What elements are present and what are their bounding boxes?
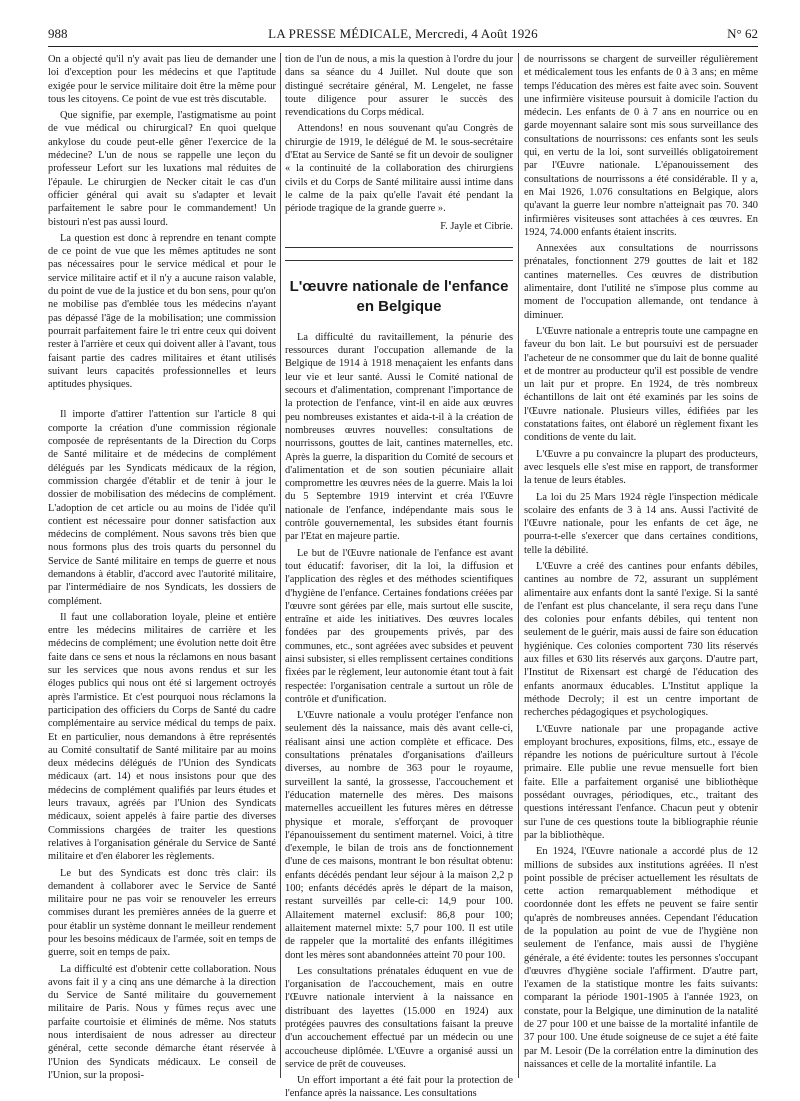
column-left bbox=[48, 53, 276, 1081]
column-divider bbox=[518, 53, 519, 1078]
paragraph: Il faut une collaboration loyale, pleine et entière entre les médecins militaires de carrière et les médecins de complément; une évolution nette doit être faite dans ce sens et nous la réclamons en nous basant sur les services que nous avons rendus et sur les éloges publics qui nous ont été si largement octroyés après l'armistice. Et c'est pourquoi nous réclamons la participation des officiers du Corps de Santé du cadre complémentaire au service médical du temps de paix. Et en particulier, nous demandons à être représentés au Comité consultatif de Santé militaire par au moins deux médecins délégués de l'Union des Syndicats médicaux (art. 14) et nous insistons pour que des médecins de complément qualifiés par leurs études et leurs travaux, agréés par l'Union des Syndicats médicaux, soient appelés à faire partie des diverses Commissions chargées de traiter les questions relatives à l'organisation générale du Service de Santé militaire et d'en élaborer les règlements. bbox=[48, 611, 276, 863]
paragraph: En 1924, l'Œuvre nationale a accordé plus de 12 millions de subsides aux institutions agréées. Il n'est point possible de préciser actuellement les résultats de cette action remarquablement méthodique et coordonnée dont les effets ne peuvent se faire sentir qu'après de nombreuses années. Cependant l'éducation de la population au point de vue de l'hygiène non seulement de l'enfance, mais aussi de l'hygiène générale, a été évidente: toutes les personnes s'occupant d'œuvres d'hygiène sociale l'affirment. D'autre part, l'examen de la statistique montre les faits suivants: comparant la période 1901-1905 à l'année 1923, on constate, pour la Belgique, une diminution de la natalité de 27 pour 100 et une baisse de la mortalité infantile de 37 pour 100. Une étude soigneuse de ce sujet a été faite par M. Lesoir (De la corrélation entre la diminution des naissances et celle de la mortalité infantile. La bbox=[524, 846, 758, 1070]
journal-header: LA PRESSE MÉDICALE, Mercredi, 4 Août 1926 bbox=[268, 26, 538, 41]
section-rule bbox=[285, 260, 513, 261]
paragraph: Attendons! en nous souvenant qu'au Congrès de chirurgie de 1919, le délégué de M. le sous-secrétaire d'Etat au Service de Santé se fit un devoir de souligner « la continuité de la collaboration des chirurgiens civils et du Corps de Santé militaire aussi intime dans le calme de la paix qu'elle l'avait été pendant la période tragique de la grande guerre ». bbox=[285, 123, 513, 215]
section-rule bbox=[285, 247, 513, 248]
issue-number: N° 62 bbox=[727, 26, 758, 41]
paragraph: La difficulté du ravitaillement, la pénurie des ressources durant l'occupation allemande de la Belgique de 1914 à 1918 menaçaient les enfants dans leur vie et leur santé. Aussi le Comité national de secours et d'alimentation, comprenant l'importance de la protection de l'enfance, vint-il en aide aux œuvres peu nombreuses existantes et aida-t-il à la création de nombreuses œuvres nouvelles: consultations de nourrissons, gouttes de lait, cantines maternelles, etc. Après la guerre, la disparition du Comité de secours et d'alimentation et de son soutien pécuniaire allait compromettre les œuvres nées de la guerre. Mais la loi du 5 Septembre 1919 intervint et créa l'Œuvre nationale de l'enfance, indépendante mais sous le contrôle gouvernemental, les subsides étant fournis par l'Etat en majeure partie. bbox=[285, 331, 513, 543]
paragraph: Annexées aux consultations de nourrissons prénatales, fonctionnent 279 gouttes de lait et 182 cantines maternelles. Ces œuvres de distribution alimentaire, dont l'utilité ne s'impose plus comme au moment de l'occupation allemande, ont tendance à diminuer. bbox=[524, 243, 758, 321]
paragraph: L'Œuvre a pu convaincre la plupart des producteurs, avec lesquels elle s'est mise en rapport, de transformer la tenue de leurs étables. bbox=[524, 448, 758, 487]
column-divider bbox=[280, 53, 281, 1078]
paragraph: La loi du 25 Mars 1924 règle l'inspection médicale scolaire des enfants de 3 à 14 ans. Aussi l'activité de l'Œuvre nationale, pour les enfants de cet âge, ne pourra-t-elle s'exercer que dans certaines conditions, telle la débilité. bbox=[524, 491, 758, 556]
paragraph: L'Œuvre nationale a entrepris toute une campagne en faveur du bon lait. Le but poursuivi est de persuader l'acheteur de ne consommer que du lait de bonne qualité et de montrer au producteur qu'il est possible de vendre un lait pur et propre. En 1924, de très nombreux échantillons de lait ont été examinés par les soins de l'Œuvre nationale. Plusieurs villes, édifiées par les constatations faites, ont élaboré un règlement fixant les conditions de vente du lait. bbox=[524, 325, 758, 444]
paragraph: Un effort important a été fait pour la protection de l'enfance après la naissance. Les consultations bbox=[285, 1075, 513, 1100]
paragraph: La question est donc à reprendre en tenant compte de ce point de vue que les mêmes aptitudes ne sont pas nécessaires pour le service médical et pour le service militaire actif et il n'y a aucune raison valable, du point de vue de la justice et du bon sens, pour qu'on ne mobilise pas d'emblée tous les médecins n'ayant pas dépassé l'âge de la mobilisation; une commission pourrait parfaitement faire le tri entre ceux qui doivent rester à l'arrière et ceux qui doivent aller à l'avant, tous faisant partie des cadres militaires et étant utilisés suivant leurs capacités professionnelles et leurs aptitudes physiques. bbox=[48, 232, 276, 391]
paragraph: Il importe d'attirer l'attention sur l'article 8 qui comporte la création d'une commission régionale composée de représentants de la Direction du Corps de Santé militaire et de médecins de complément délégués par les Syndicats médicaux de la région, commission chargée d'établir et de tenir à jour le dossier de mobilisation des médecins de complément. L'adoption de cet article ou au moins de l'idée qu'il contient est nécessaire pour donner satisfaction aux médecins de complément. Nous savons très bien que nous formons plus des trois quarts du personnel du Service de Santé militaire en temps de guerre et nous demandons à établir, d'accord avec l'autorité militaire, par l'intermédiaire de nos Syndicats, les dossiers de complément. bbox=[48, 409, 276, 607]
column-middle bbox=[285, 53, 513, 1100]
paragraph: Le but des Syndicats est donc très clair: ils demandent à collaborer avec le Service de Santé militaire pour ne pas voir se renouveler les erreurs commises durant les premières années de la guerre et pour établir un système donnant le meilleur rendement pour les besoins médicaux de l'armée, soit en temps de guerre, soit en temps de paix. bbox=[48, 867, 276, 959]
paragraph: Le but de l'Œuvre nationale de l'enfance est avant tout éducatif: favoriser, dit la loi, la diffusion et l'application des règles et des méthodes scientifiques d'hygiène de l'enfance. Certaines fondations créées par l'œuvre sont gérées par elle, mais surtout elle suscite, entraîne et aide les initiatives. Des œuvres locales fondées par des groupements privés, par des communes, etc., sont agréées avec subsides et peuvent ainsi subsister, si elles remplissent certaines conditions fixées par le règlement, leur autonomie étant tout à fait respectée: l'organisation centrale a surtout un rôle de contrôle et d'unification. bbox=[285, 547, 513, 705]
column-right bbox=[524, 53, 758, 1078]
paragraph: La difficulté est d'obtenir cette collaboration. Nous avons fait il y a cinq ans une démarche à la direction du Service de Santé militaire du gouvernement militaire de Paris. Nous y fûmes reçus avec une parfaite courtoisie et éliminés de même. Nos statuts nous interdisaient de nous adresser au directeur général, cette seconde démarche étant réservée à l'Union des Syndicats médicaux. Le conseil de l'Union, sur la proposi- bbox=[48, 963, 276, 1081]
paragraph: L'Œuvre nationale par une propagande active employant brochures, expositions, films, etc., essaye de répandre les notions de puériculture surtout à l'école primaire. Elle publie une revue mensuelle fort bien faite. Elle a parfaitement organisé une bibliothèque possédant ouvrages, périodiques, etc., traitant des questions intéressant l'enfance. Chacun peut y obtenir sur l'une de ces questions toute la bibliographie réunie par la bibliothèque. bbox=[524, 723, 758, 841]
paragraph: tion de l'un de nous, a mis la question à l'ordre du jour dans sa séance du 4 Juillet. Nul doute que son distingué secrétaire général, M. Lengelet, ne fasse toute diligence pour assurer le succès des revendications du Corps médical. bbox=[285, 54, 513, 119]
author-signature: F. Jayle et Cibrie. bbox=[440, 220, 513, 232]
article-title: L'œuvre nationale de l'enfance en Belgique bbox=[289, 277, 509, 315]
header-rule bbox=[48, 46, 758, 47]
page-header bbox=[48, 26, 758, 46]
paragraph: Que signifie, par exemple, l'astigmatisme au point de vue médical ou chirurgical? En quoi quelque ankylose du coude peut-elle gêner l'exercice de la médecine? L'un de nous se rappelle une leçon du professeur Lefort sur les luxations mal réduites de l'épaule. Le chirurgien de Necker citait le cas d'un officier général qui avait su s'adapter et levait parfaitement le sabre pour le commandement! Un bistouri n'est pas aussi lourd. bbox=[48, 110, 276, 228]
paragraph: On a objecté qu'il n'y avait pas lieu de demander une loi d'exception pour les médecins et que l'aptitude exigée pour le service militaire doit être la même pour tous les citoyens. Ce point de vue est très discutable. bbox=[48, 54, 276, 105]
paragraph: L'Œuvre nationale a voulu protéger l'enfance non seulement dès la naissance, mais dès avant celle-ci, réalisant ainsi une action complète et efficace. Des consultations prénatales d'organisations d'ailleurs diverses, au nombre de 363 pour le royaume, surveillent la santé, la grossesse, l'accouchement et l'éducation maternelle des mères. Des maisons maternelles accueillent les futures mères en détresse physique et morale, s'efforçant de provoquer l'épanouissement du sentiment maternel. Voici, à titre d'exemple, le bilan de trois ans de fonctionnement d'une de ces maisons, montrant le bon résultat obtenu: enfants décédés pendant leur séjour à la maison 2,2 p 100; enfants décédés après le départ de la maison, restant surveillés par celle-ci: 14,9 pour 100. Allaitement maternel exclusif: 86,8 pour 100; allaitement maternel mixte: 5,7 pour 100. Il est utile de rappeler que la mortalité des enfants illégitimes dont les mères sont abandonnées atteint 70 pour 100. bbox=[285, 710, 513, 961]
page-number: 988 bbox=[48, 26, 68, 41]
paragraph: de nourrissons se chargent de surveiller régulièrement et médicalement tous les enfants de 0 à 3 ans; en même temps l'éducation des mères est faite avec soin. Souvent une infirmière visiteuse poursuit à domicile l'action du médecin. Les enfants de 0 à 7 ans en nourrice ou en garde moyennant salaire sont mis sous surveillance des consultations de nourrissons: ces enfants sont les seuls qui, en vertu de la loi, sont surveillés obligatoirement par l'Œuvre nationale. L'épanouissement des consultations de nourrissons a été considérable. Il y a, en Mai 1926, 1.076 consultations en Belgique, alors qu'avant la guerre leur nombre n'atteignait pas 70. 340 infirmières visiteuses sont attachées à ces œuvres. En 1924, 74.000 enfants étaient inscrits. bbox=[524, 54, 758, 238]
paragraph: L'Œuvre a créé des cantines pour enfants débiles, cantines au nombre de 72, assurant un supplément alimentaire aux enfants dont la santé l'exige. Si la santé de l'enfant est plus chancelante, il sera reçu dans l'une des colonies pour enfants débiles, qui tentent non seulement de le guérir, mais aussi de faire son éducation hygiénique. Ces colonies comportent 730 lits réservés aux filles et 630 lits réservés aux garçons. D'autre part, l'Institut de Rixensart est chargé de l'éducation des enfants anormaux éducables. L'Institut applique la méthode Decroly; il est un centre important de recherches pédagogiques et psychologiques. bbox=[524, 560, 758, 719]
paragraph: Les consultations prénatales éduquent en vue de l'organisation de l'accouchement, mais en outre l'Œuvre nationale intervient à la naissance en distribuant des layettes (15.000 en 1924) aux protégées pauvres des consultations faisant la preuve d'un accouchement effectué par un médecin ou une accoucheuse diplômée. L'Œuvre a organisé aussi un service de prêt de couveuses. bbox=[285, 965, 513, 1070]
